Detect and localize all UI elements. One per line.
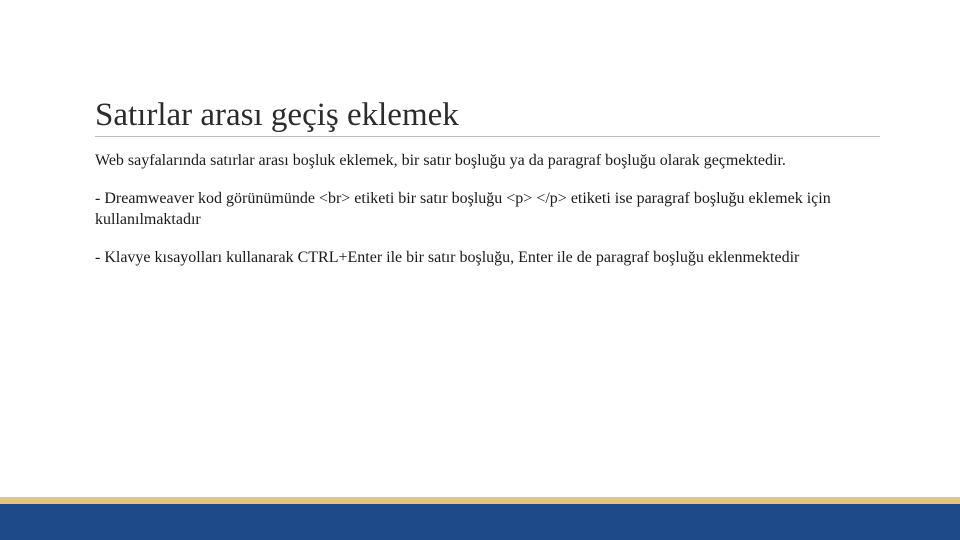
paragraph-dreamweaver: - Dreamweaver kod görünümünde <br> etiketi bir satır boşluğu <p> </p> etiketi ise paragraf boşluğu eklemek için kullanılmaktadır xyxy=(95,190,831,228)
footer-accent-stripe xyxy=(0,497,960,504)
paragraph-keyboard-shortcuts: - Klavye kısayolları kullanarak CTRL+Enter ile bir satır boşluğu, Enter ile de paragraf boşluğu eklenmektedir xyxy=(95,249,800,266)
paragraph-intro: Web sayfalarında satırlar arası boşluk eklemek, bir satır boşluğu ya da paragraf boşluğu olarak geçmektedir. xyxy=(95,152,786,169)
slide-body xyxy=(95,150,885,285)
footer-bar xyxy=(0,504,960,540)
slide-title: Satırlar arası geçiş eklemek xyxy=(95,97,459,133)
title-divider xyxy=(95,136,880,137)
